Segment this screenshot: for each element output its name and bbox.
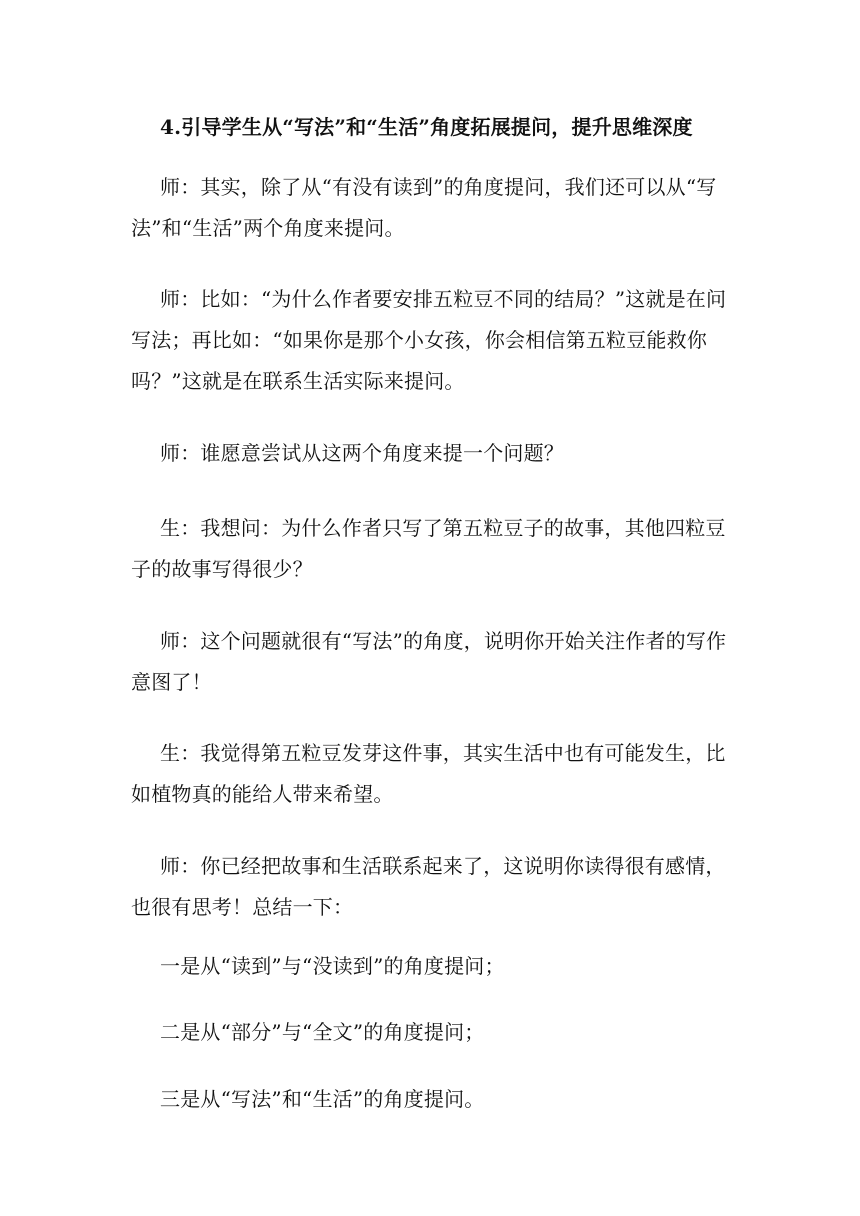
paragraph-student-question: 生：我想问：为什么作者只写了第五粒豆子的故事，其他四粒豆子的故事写得很少？ bbox=[131, 516, 726, 581]
summary-item-2: 二是从“部分”与“全文”的角度提问； bbox=[160, 1020, 485, 1044]
paragraph-teacher-summary: 师：你已经把故事和生活联系起来了，这说明你读得很有感情，也很有思考！总结一下： bbox=[131, 854, 726, 919]
summary-item-3: 三是从“写法”和“生活”的角度提问。 bbox=[160, 1087, 485, 1111]
section-heading: 4.引导学生从“写法”和“生活”角度拓展提问，提升思维深度 bbox=[160, 115, 693, 139]
summary-item-1: 一是从“读到”与“没读到”的角度提问； bbox=[160, 954, 505, 978]
paragraph-teacher-question: 师：谁愿意尝试从这两个角度来提一个问题？ bbox=[160, 441, 564, 465]
paragraph-student-life: 生：我觉得第五粒豆发芽这件事，其实生活中也有可能发生，比如植物真的能给人带来希望。 bbox=[131, 741, 726, 806]
paragraph-teacher-example: 师：比如：“为什么作者要安排五粒豆不同的结局？”这就是在问写法；再比如：“如果你是那个小女孩，你会相信第五粒豆能救你吗？”这就是在联系生活实际来提问。 bbox=[131, 287, 727, 393]
paragraph-teacher-feedback-writing: 师：这个问题就很有“写法”的角度，说明你开始关注作者的写作意图了！ bbox=[131, 629, 727, 694]
paragraph-teacher-intro: 师：其实，除了从“有没有读到”的角度提问，我们还可以从“写法”和“生活”两个角度来提问。 bbox=[131, 175, 717, 240]
